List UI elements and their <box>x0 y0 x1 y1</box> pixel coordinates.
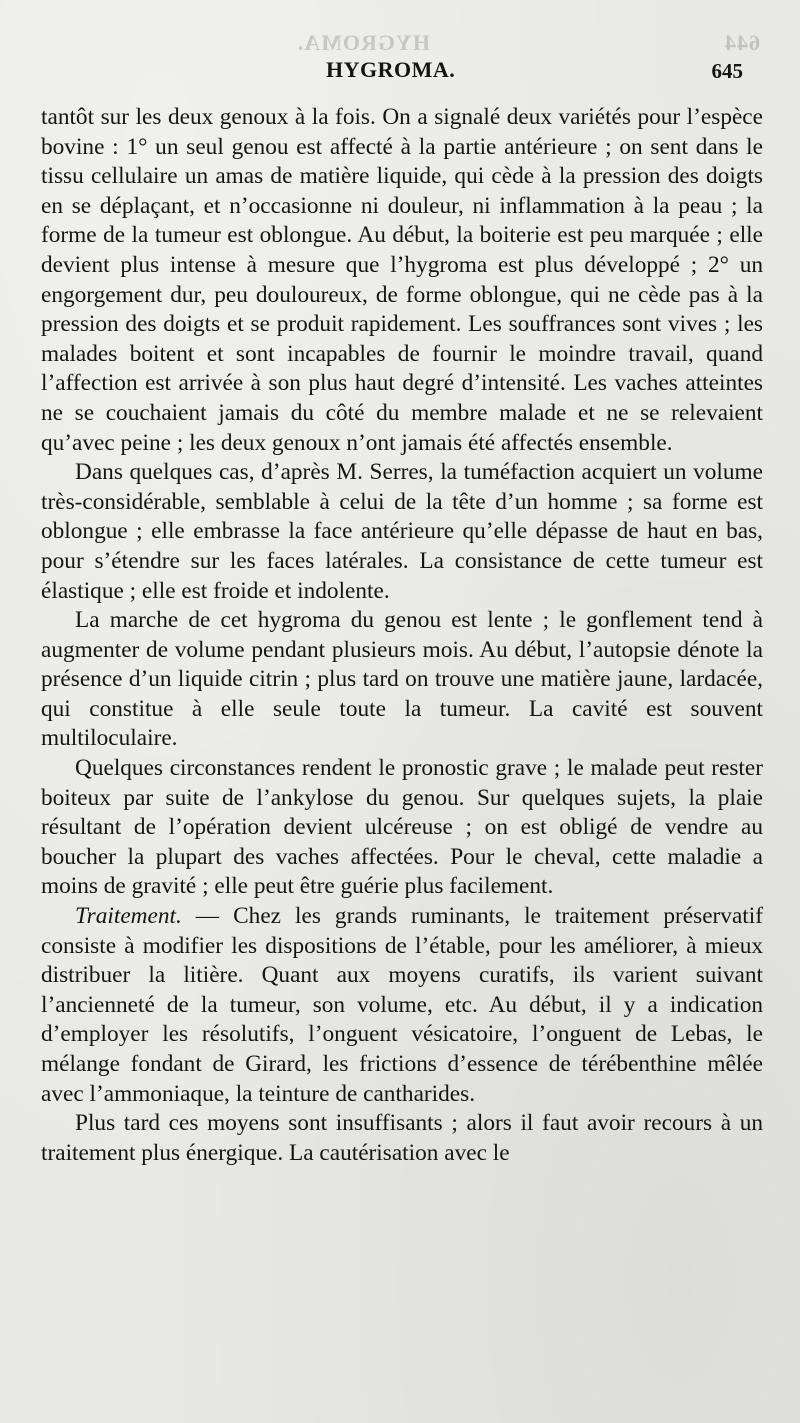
paragraph-4: Quelques circonstances rendent le pronostic grave ; le malade peut rester boiteux par suite de l’ankylose du genou. Sur quelques sujets, la plaie résultant de l’opération devient ulcéreuse ; on est obligé de vendre au boucher la plupart des vaches affectées. Pour le cheval, cette maladie a moins de gravité ; elle peut être guérie plus facilement. <box>41 755 763 900</box>
paragraph-6: Plus tard ces moyens sont insuffisants ; alors il faut avoir recours à un traitement plus énergique. La cautérisation avec le <box>41 1110 763 1166</box>
paragraph-2: Dans quelques cas, d’après M. Serres, la tuméfaction acquiert un volume très-considérable, semblable à celui de la tête d’un homme ; sa forme est oblongue ; elle embrasse la face antérieure qu’elle dépasse de haut en bas, pour s’étendre sur les faces latérales. La consistance de cette tumeur est élastique ; elle est froide et indolente. <box>41 459 763 604</box>
body-text <box>41 103 763 1168</box>
paragraph-3: La marche de cet hygroma du genou est lente ; le gonflement tend à augmenter de volume pendant plusieurs mois. Au début, l’autopsie dénote la présence d’un liquide citrin ; plus tard on trouve une matière jaune, lardacée, qui constitue à elle seule toute la tumeur. La cavité est souvent multiloculaire. <box>41 607 763 752</box>
section-lead-traitement: Traitement. <box>75 903 182 930</box>
paragraph-1: tantôt sur les deux genoux à la fois. On a signalé deux variétés pour l’espèce bovine : 1° un seul genou est affecté à la partie antérieure ; on sent dans le tissu cellulaire un amas de matière liquide, qui cède à la pression des doigts en se déplaçant, et n’occasionne ni douleur, ni inflammation à la peau ; la forme de la tumeur est oblongue. Au début, la boiterie est peu marquée ; elle devient plus intense à mesure que l’hygroma est plus développé ; 2° un engorgement dur, peu douloureux, de forme oblongue, qui ne cède pas à la pression des doigts et se produit rapidement. Les souffrances sont vives ; les malades boitent et sont incapables de fournir le moindre travail, quand l’affection est arrivée à son plus haut degré d’intensité. Les vaches atteintes ne se couchaient jamais du côté du membre malade et ne se relevaient qu’avec peine ; les deux genoux n’ont jamais été affectés ensemble. <box>41 104 763 456</box>
show-through-title: HYGROMA. <box>296 30 430 55</box>
show-through-page-number: 644 <box>724 30 760 55</box>
paragraph-5 <box>41 902 763 1109</box>
running-head <box>0 57 800 87</box>
page-number: 645 <box>711 59 743 83</box>
paragraph-5-text: — Chez les grands ruminants, le traitement préservatif consiste à modifier les dispositions de l’étable, pour les améliorer, à mieux distribuer la litière. Quant aux moyens curatifs, ils varient suivant l’ancienneté de la tumeur, son volume, etc. Au début, il y a indication d’employer les résolutifs, l’onguent vésicatoire, l’onguent de Lebas, le mélange fondant de Girard, les frictions d’essence de térébenthine mêlée avec l’ammoniaque, la teinture de cantharides. <box>41 903 763 1107</box>
running-title: HYGROMA. <box>326 57 456 82</box>
